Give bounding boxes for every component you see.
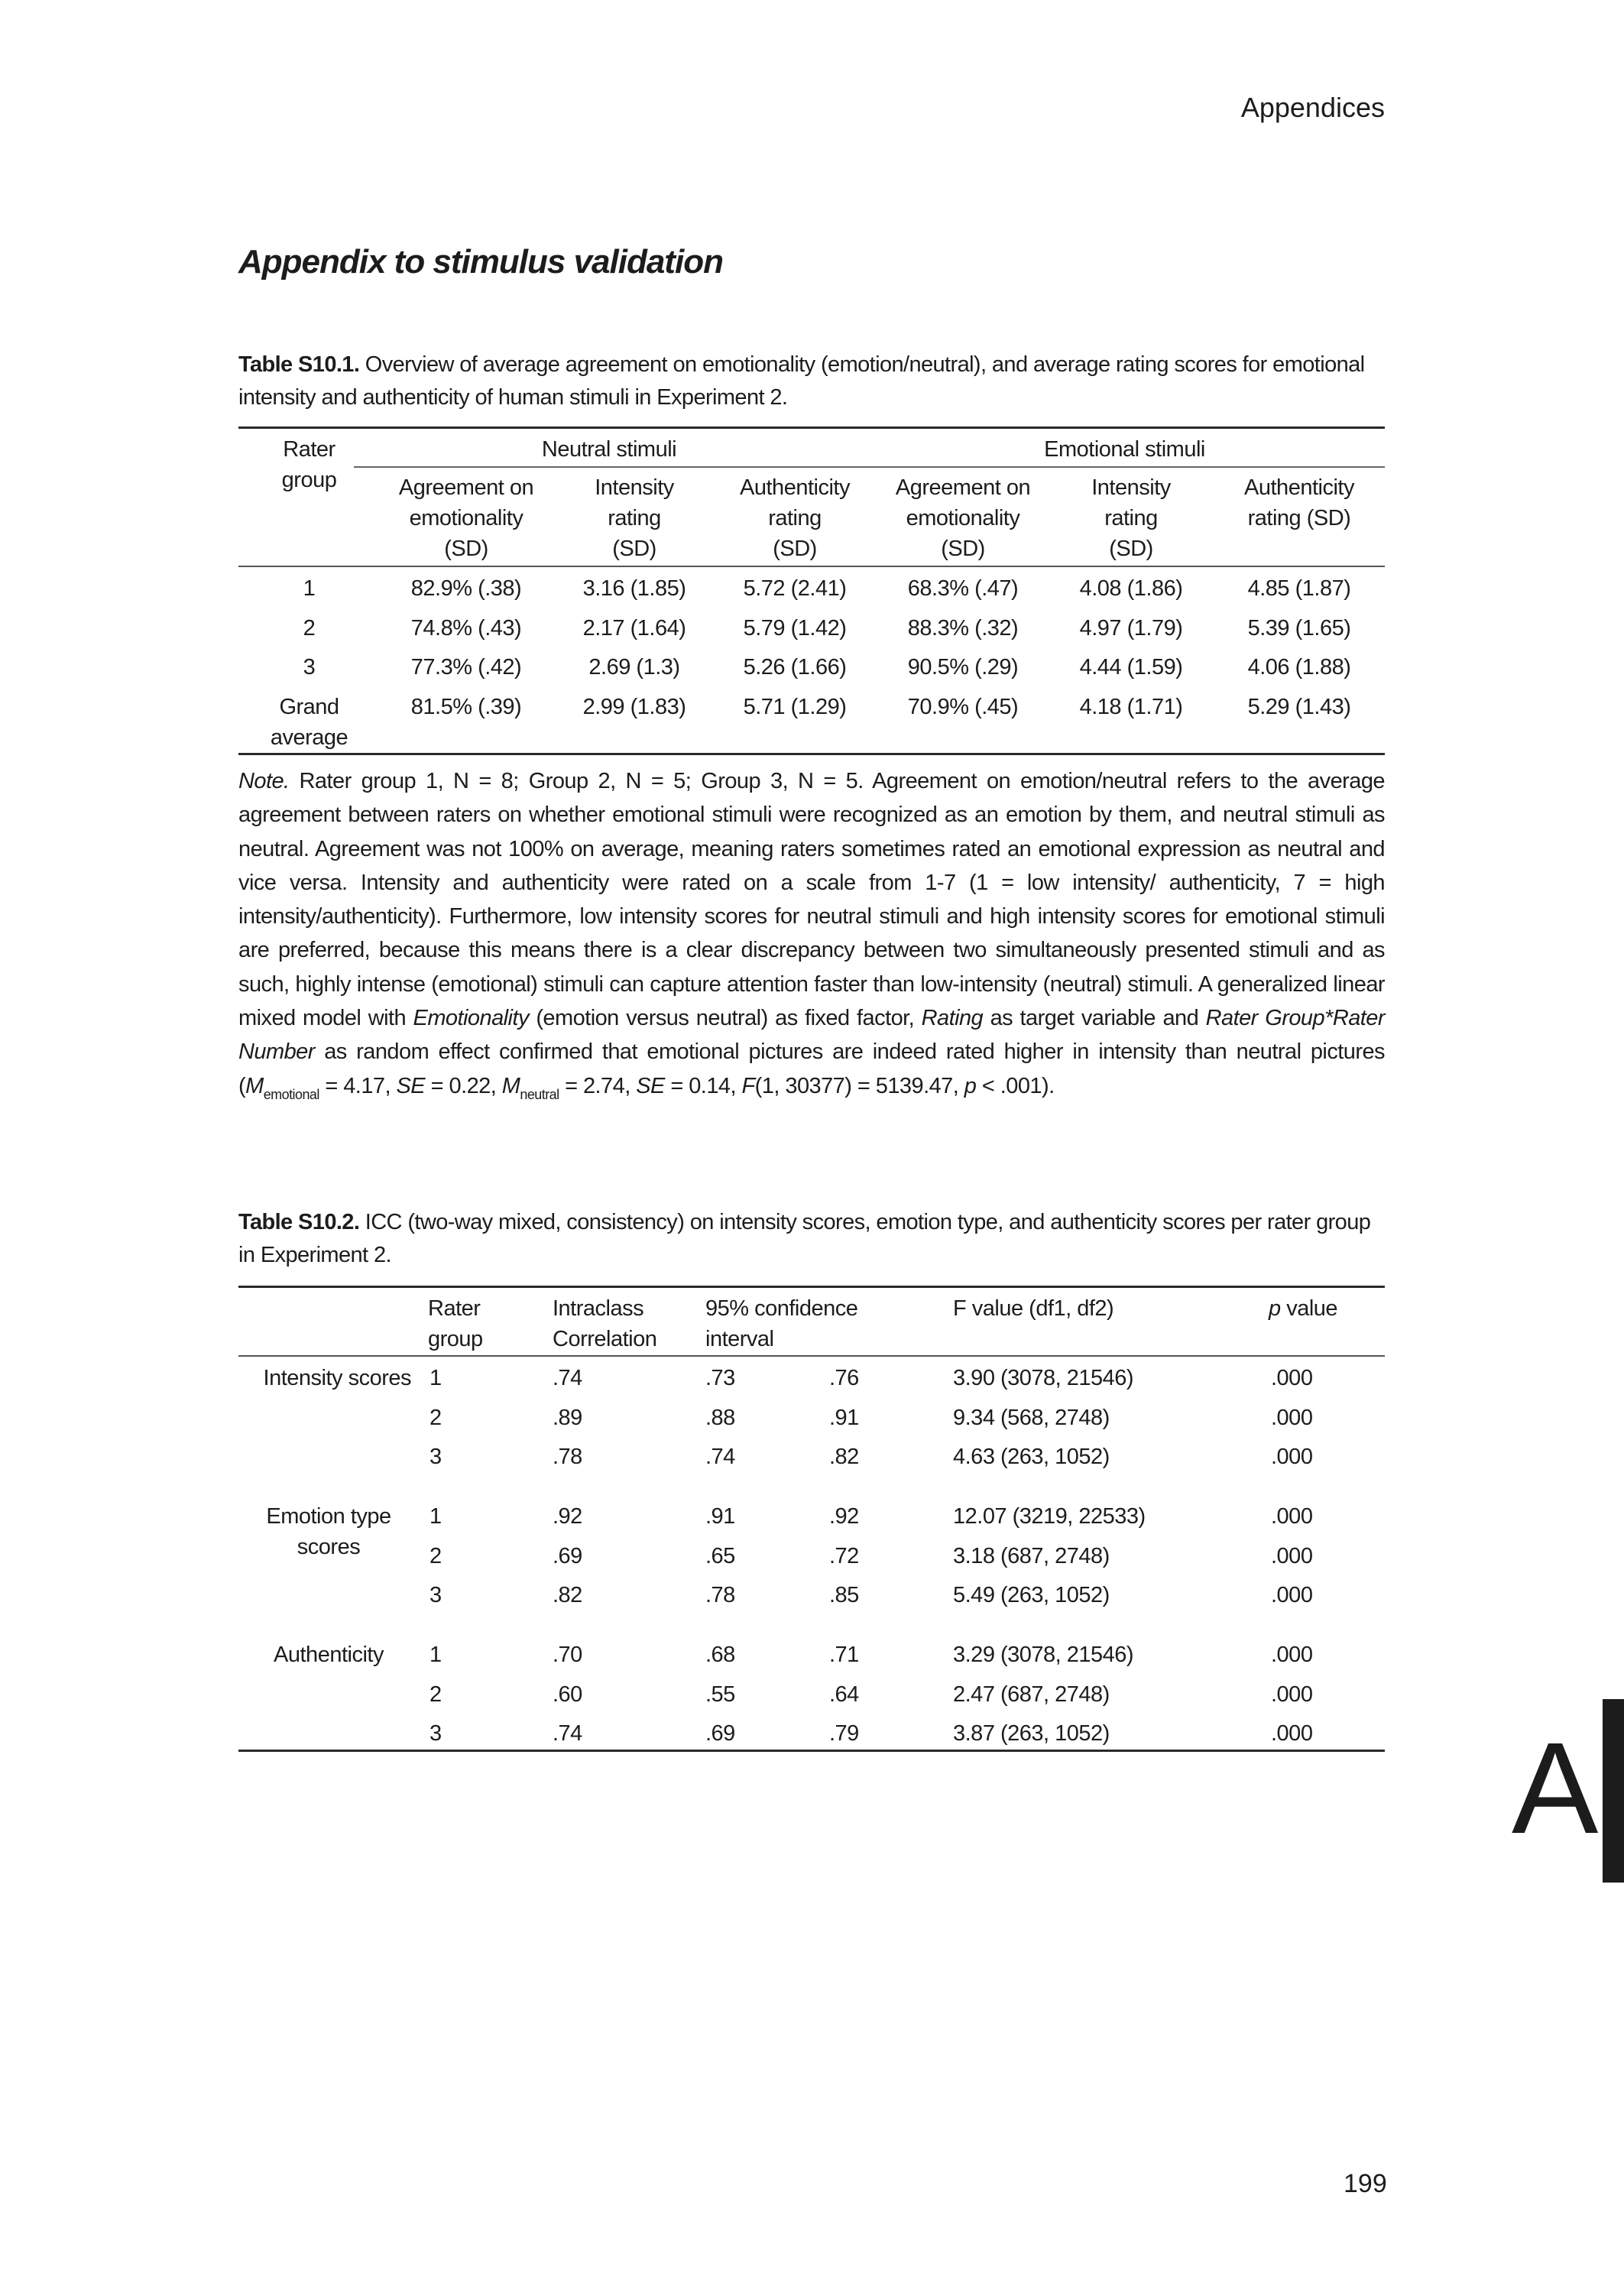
note-symbol: M (501, 1073, 520, 1098)
table-cell: 88.3% (.32) (907, 616, 1019, 641)
header-text: emotionality (906, 506, 1020, 530)
table1-header-rule (238, 566, 1385, 567)
f-value-cell: 12.07 (3219, 22533) (953, 1504, 1146, 1529)
ci-upper-cell: .82 (829, 1445, 859, 1469)
p-value-cell: .000 (1271, 1445, 1313, 1469)
header-text: (SD) (941, 537, 985, 561)
p-value-cell: .000 (1271, 1583, 1313, 1607)
note-text: = 4.17, (319, 1073, 397, 1098)
table1-bottom-rule (238, 753, 1385, 755)
rater-group-cell: 2 (430, 1682, 442, 1707)
ci-upper-cell: .85 (829, 1583, 859, 1607)
cell-text: Grand (279, 695, 339, 719)
table-cell: 4.18 (1.71) (1079, 695, 1183, 719)
table-cell: 5.39 (1.65) (1247, 616, 1351, 641)
icc-cell: .74 (553, 1366, 582, 1390)
page-number: 199 (1344, 2169, 1387, 2198)
icc-cell: .78 (553, 1445, 582, 1469)
section-label-emotion-type (245, 1501, 413, 1562)
table-cell: 4.44 (1.59) (1079, 655, 1183, 679)
appendix-thumb-tab-bar (1603, 1699, 1624, 1883)
col-header-emotional-agreement (879, 472, 1047, 564)
header-text: Authenticity (740, 475, 850, 500)
header-text: rating (768, 506, 822, 530)
icc-cell: .74 (553, 1721, 582, 1746)
ci-lower-cell: .91 (705, 1504, 735, 1529)
header-text: group (281, 468, 337, 492)
rater-group-cell: 2 (303, 616, 316, 641)
table-cell: 2.17 (1.64) (582, 616, 686, 641)
appendix-thumb-tab-letter: A (1512, 1716, 1599, 1861)
note-subscript: neutral (520, 1086, 559, 1102)
rater-group-cell: 1 (303, 576, 316, 601)
note-emphasis: Rating (921, 1006, 984, 1031)
col-header-ci (705, 1293, 857, 1354)
icc-cell: .69 (553, 1544, 582, 1568)
table1-label: Table S10.1. (238, 352, 360, 377)
header-text: (SD) (773, 537, 817, 561)
rater-group-cell: 1 (430, 1643, 442, 1667)
table-cell: 5.71 (1.29) (743, 695, 847, 719)
rater-group-cell: 3 (430, 1583, 442, 1607)
icc-cell: .70 (553, 1643, 582, 1667)
rater-group-cell: 3 (303, 655, 316, 679)
col-header-neutral-intensity (558, 472, 711, 564)
table-cell: 74.8% (.43) (410, 616, 522, 641)
col-header-emotional-authenticity (1215, 472, 1383, 534)
table-cell: 3.16 (1.85) (582, 576, 686, 601)
note-text: as random effect confirmed that emotional pictures are indeed rated higher in intensity than neutral pictures ( (238, 1039, 1385, 1098)
icc-cell: .89 (553, 1406, 582, 1430)
p-value-cell: .000 (1271, 1406, 1313, 1430)
f-value-cell: 3.29 (3078, 21546) (953, 1643, 1134, 1667)
p-value-cell: .000 (1271, 1643, 1313, 1667)
table-cell: 2.69 (1.3) (588, 655, 680, 679)
header-text: Rater (283, 437, 335, 462)
label-text: Intensity scores (263, 1366, 411, 1390)
section-label-intensity (238, 1363, 411, 1393)
neutral-stimuli-header: Neutral stimuli (541, 437, 677, 462)
table-cell: 77.3% (.42) (410, 655, 522, 679)
rater-group-cell: 2 (430, 1544, 442, 1568)
header-text: (SD) (444, 537, 488, 561)
table2-caption-text: ICC (two-way mixed, consistency) on intensity scores, emotion type, and authenticity scores per rater group in Experiment 2. (238, 1210, 1371, 1267)
f-value-cell: 2.47 (687, 2748) (953, 1682, 1110, 1707)
table1-top-rule (238, 426, 1385, 429)
header-text: value (1280, 1296, 1338, 1321)
ci-lower-cell: .78 (705, 1583, 735, 1607)
table1-group-rule (354, 466, 1385, 468)
col-header-f-value: F value (df1, df2) (953, 1296, 1114, 1321)
header-text: (SD) (1109, 537, 1153, 561)
emotional-stimuli-header: Emotional stimuli (1044, 437, 1205, 462)
header-text: group (428, 1327, 483, 1351)
table1-caption-text: Overview of average agreement on emotionality (emotion/neutral), and average rating scores for emotional intensity and authenticity of human stimuli in Experiment 2. (238, 352, 1365, 410)
header-text: interval (705, 1327, 774, 1351)
note-emphasis: Emotionality (413, 1006, 529, 1031)
ci-upper-cell: .79 (829, 1721, 859, 1746)
rater-group-cell: 3 (430, 1721, 442, 1746)
ci-lower-cell: .65 (705, 1544, 735, 1568)
note-text: = 0.22, (425, 1073, 502, 1098)
rater-group-cell: 2 (430, 1406, 442, 1430)
note-symbol: p (964, 1073, 977, 1098)
header-text: p (1269, 1296, 1281, 1321)
p-value-cell: .000 (1271, 1544, 1313, 1568)
note-text: Rater group 1, N = 8; Group 2, N = 5; Group 3, N = 5. Agreement on emotion/neutral refers to the average agreement between raters on whether emotional stimuli were recognized as an emotion by them, and neutral stimuli as neutral. Agreement was not 100% on average, meaning raters sometimes rated an emotional expression as neutral and vice versa. Intensity and authenticity were rated on a scale from 1-7 (1 = low intensity/ authenticity, 7 = high intensity/authenticity). Furthermore, low intensity scores for neutral stimuli and high intensity scores for emotional stimuli are preferred, because this means there is a clear discrepancy between two simultaneously presented stimuli and as such, highly intense (emotional) stimuli can capture attention faster than low-intensity (neutral) stimuli. A generalized linear mixed model with (238, 769, 1385, 1031)
col-header-emotional-intensity (1055, 472, 1207, 564)
table-cell: 90.5% (.29) (907, 655, 1019, 679)
label-text: Emotion type (266, 1504, 391, 1529)
label-text: scores (297, 1535, 361, 1559)
col-header-icc (553, 1293, 656, 1354)
p-value-cell: .000 (1271, 1721, 1313, 1746)
ci-upper-cell: .71 (829, 1643, 859, 1667)
header-text: Rater (428, 1296, 481, 1321)
running-head: Appendices (1240, 92, 1385, 123)
note-emphasis: Rater Group*Rater Number (238, 1006, 1385, 1065)
col-header-neutral-agreement (382, 472, 550, 564)
header-text: (SD) (612, 537, 656, 561)
header-text: 95% confidence (705, 1296, 858, 1321)
table-cell: 5.79 (1.42) (743, 616, 847, 641)
table-cell: 4.85 (1.87) (1247, 576, 1351, 601)
header-text: rating (1104, 506, 1158, 530)
header-text: rating (SD) (1247, 506, 1351, 530)
table2-header-rule (238, 1355, 1385, 1357)
table-cell: 4.08 (1.86) (1079, 576, 1183, 601)
table-cell: 4.97 (1.79) (1079, 616, 1183, 641)
table-cell: 68.3% (.47) (907, 576, 1019, 601)
rater-group-cell: 3 (430, 1445, 442, 1469)
header-text: emotionality (409, 506, 524, 530)
ci-upper-cell: .92 (829, 1504, 859, 1529)
section-title: Appendix to stimulus validation (238, 243, 723, 281)
rater-group-cell: 1 (430, 1366, 442, 1390)
table2-label: Table S10.2. (238, 1210, 360, 1234)
ci-lower-cell: .68 (705, 1643, 735, 1667)
table-cell: 5.26 (1.66) (743, 655, 847, 679)
p-value-cell: .000 (1271, 1504, 1313, 1529)
ci-upper-cell: .91 (829, 1406, 859, 1430)
note-label: Note. (238, 769, 290, 793)
table2-bottom-rule (238, 1750, 1385, 1752)
note-symbol: SE (636, 1073, 665, 1098)
f-value-cell: 3.90 (3078, 21546) (953, 1366, 1134, 1390)
ci-lower-cell: .74 (705, 1445, 735, 1469)
f-value-cell: 9.34 (568, 2748) (953, 1406, 1110, 1430)
ci-lower-cell: .73 (705, 1366, 735, 1390)
header-text: Agreement on (398, 475, 534, 500)
header-text: Intensity (1091, 475, 1171, 500)
header-text: Authenticity (1244, 475, 1354, 500)
section-label-authenticity (245, 1639, 413, 1670)
note-symbol: SE (396, 1073, 426, 1098)
table1-note (238, 764, 1385, 1103)
f-value-cell: 4.63 (263, 1052) (953, 1445, 1110, 1469)
ci-lower-cell: .55 (705, 1682, 735, 1707)
table2-top-rule (238, 1286, 1385, 1288)
cell-text: average (270, 725, 348, 750)
table-cell: 82.9% (.38) (410, 576, 522, 601)
note-text: < .001). (976, 1073, 1055, 1098)
table-cell: 2.99 (1.83) (582, 695, 686, 719)
note-text: (1, 30377) = 5139.47, (754, 1073, 964, 1098)
label-text: Authenticity (274, 1643, 384, 1667)
f-value-cell: 5.49 (263, 1052) (953, 1583, 1110, 1607)
f-value-cell: 3.18 (687, 2748) (953, 1544, 1110, 1568)
icc-cell: .82 (553, 1583, 582, 1607)
note-text: (emotion versus neutral) as fixed factor, (528, 1006, 922, 1031)
rater-group-cell: 1 (430, 1504, 442, 1529)
table-cell: 81.5% (.39) (410, 695, 522, 719)
col-header-p-value (1269, 1293, 1337, 1324)
col-header-rater-group (428, 1293, 483, 1354)
table2-caption (238, 1206, 1385, 1272)
header-text: Agreement on (895, 475, 1031, 500)
rater-group-cell (238, 692, 380, 753)
note-text: = 0.14, (664, 1073, 742, 1098)
ci-lower-cell: .69 (705, 1721, 735, 1746)
table-cell: 70.9% (.45) (907, 695, 1019, 719)
ci-upper-cell: .72 (829, 1544, 859, 1568)
p-value-cell: .000 (1271, 1366, 1313, 1390)
table-cell: 5.72 (2.41) (743, 576, 847, 601)
note-subscript: emotional (263, 1086, 319, 1102)
note-text: as target variable and (983, 1006, 1206, 1031)
ci-lower-cell: .88 (705, 1406, 735, 1430)
table-cell: 4.06 (1.88) (1247, 655, 1351, 679)
note-symbol: F (741, 1073, 755, 1098)
f-value-cell: 3.87 (263, 1052) (953, 1721, 1110, 1746)
icc-cell: .60 (553, 1682, 582, 1707)
table-cell: 5.29 (1.43) (1247, 695, 1351, 719)
table1-caption (238, 349, 1385, 414)
p-value-cell: .000 (1271, 1682, 1313, 1707)
ci-upper-cell: .76 (829, 1366, 859, 1390)
header-text: rating (608, 506, 661, 530)
icc-cell: .92 (553, 1504, 582, 1529)
header-text: Correlation (553, 1327, 657, 1351)
header-text: Intensity (595, 475, 674, 500)
header-text: Intraclass (553, 1296, 644, 1321)
note-text: = 2.74, (559, 1073, 637, 1098)
col-header-neutral-authenticity (718, 472, 871, 564)
note-symbol: M (245, 1073, 264, 1098)
ci-upper-cell: .64 (829, 1682, 859, 1707)
